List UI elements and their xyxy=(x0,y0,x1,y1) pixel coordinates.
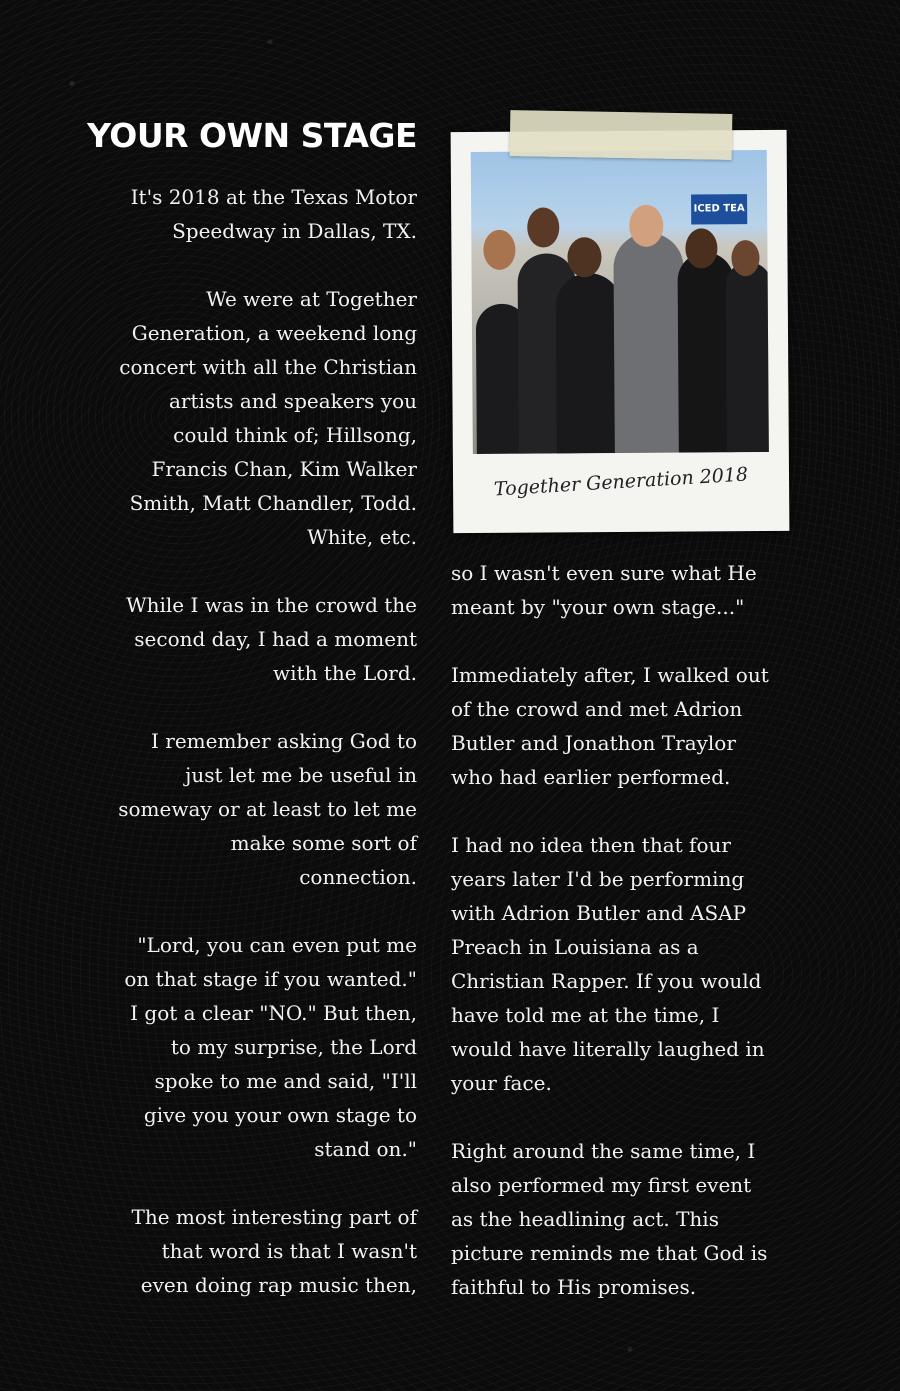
polaroid-photo xyxy=(451,130,790,533)
paragraph: "Lord, you can even put me on that stage if you wanted." I got a clear "NO." But then, to my surprise, the Lord spoke to me and said, "I'll give you your own stage to stand on." xyxy=(124,933,417,1161)
iced-tea-sign: ICED TEA xyxy=(691,194,747,224)
paragraph: so I wasn't even sure what He meant by "your own stage..." xyxy=(451,561,757,619)
right-text-column xyxy=(451,556,821,1304)
group-photo xyxy=(471,150,769,454)
photo-caption: Together Generation 2018 xyxy=(493,463,749,501)
page-title: YOUR OWN STAGE xyxy=(87,116,417,155)
paragraph: While I was in the crowd the second day, I had a moment with the Lord. xyxy=(126,593,417,685)
paragraph: I remember asking God to just let me be useful in someway or at least to let me make some sort of connection. xyxy=(118,729,417,889)
paragraph: I had no idea then that four years later I'd be performing with Adrion Butler and ASAP Preach in Louisiana as a Christian Rapper. If you would have told me at the time, I would have literally laughed in your face. xyxy=(451,833,765,1095)
tape xyxy=(510,110,733,160)
paragraph: We were at Together Generation, a weekend long concert with all the Christian artists and speakers you could think of; Hillsong, Francis Chan, Kim Walker Smith, Matt Chandler, Todd. White, etc. xyxy=(119,287,417,549)
paragraph: Immediately after, I walked out of the crowd and met Adrion Butler and Jonathon Traylor who had earlier performed. xyxy=(451,663,769,789)
paragraph: The most interesting part of that word is that I wasn't even doing rap music then, xyxy=(131,1205,417,1297)
paragraph: It's 2018 at the Texas Motor Speedway in Dallas, TX. xyxy=(130,185,417,243)
paragraph: Right around the same time, I also performed my first event as the headlining act. This picture reminds me that God is faithful to His promises. xyxy=(451,1139,768,1299)
left-text-column xyxy=(80,180,417,1302)
